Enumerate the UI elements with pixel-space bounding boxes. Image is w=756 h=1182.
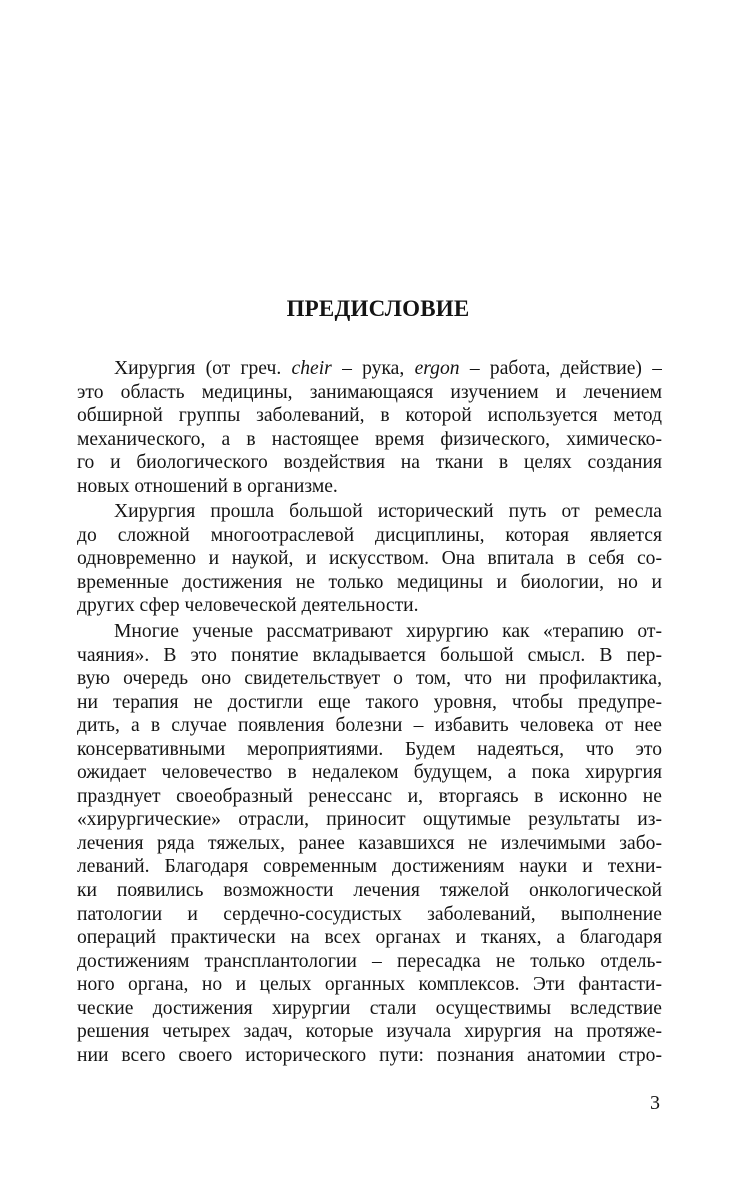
text-line: Хирургия прошла большой исторический путь от ремесла bbox=[114, 501, 662, 523]
text-run: Хирургия (от греч. bbox=[114, 358, 292, 379]
italic-term-ergon: ergon bbox=[414, 358, 460, 379]
text-line: леваний. Благодаря современным достижениям науки и техни- bbox=[77, 856, 662, 878]
text-line: чаяния». В это понятие вкладывается большой смысл. В пер- bbox=[77, 644, 662, 666]
text-line: достижениям трансплантологии – пересадка не только отдель- bbox=[77, 950, 662, 972]
text-line: го и биологического воздействия на ткани в целях создания bbox=[77, 452, 662, 474]
text-line: ожидает человечество в недалеком будущем, а пока хирургия bbox=[77, 762, 662, 784]
text-line: решения четырех задач, которые изучала хирургия на протяже- bbox=[77, 1021, 662, 1043]
text-line: «хирургические» отрасли, приносит ощутимые результаты из- bbox=[77, 809, 662, 831]
text-line: механического, а в настоящее время физического, химическо- bbox=[77, 428, 662, 450]
text-line: это область медицины, занимающаяся изучением и лечением bbox=[77, 381, 662, 403]
body-text bbox=[77, 357, 662, 1067]
paragraph-1 bbox=[77, 357, 662, 498]
chapter-heading: ПРЕДИСЛОВИЕ bbox=[286, 296, 470, 321]
text-line: дить, а в случае появления болезни – избавить человека от нее bbox=[77, 715, 662, 737]
text-line: ного органа, но и целых органных комплексов. Эти фантасти- bbox=[77, 974, 662, 996]
text-line: патологии и сердечно-сосудистых заболеваний, выполнение bbox=[77, 903, 662, 925]
text-line: ческие достижения хирургии стали осуществимы вследствие bbox=[77, 997, 662, 1019]
text-line: других сфер человеческой деятельности. bbox=[77, 595, 419, 617]
italic-term-cheir: cheir bbox=[291, 358, 332, 379]
text-line: ни терапия не достигли еще такого уровня, чтобы предупре- bbox=[77, 691, 662, 713]
page-number: 3 bbox=[650, 1092, 660, 1114]
text-line: операций практически на всех органах и тканях, а благодаря bbox=[77, 927, 662, 949]
text-line: ки появились возможности лечения тяжелой онкологической bbox=[77, 880, 662, 902]
text-line bbox=[77, 357, 662, 381]
text-line: обширной группы заболеваний, в которой используется метод bbox=[77, 405, 662, 427]
text-line: лечения ряда тяжелых, ранее казавшихся не излечимыми забо- bbox=[77, 832, 662, 854]
text-line: до сложной многоотраслевой дисциплины, которая является bbox=[77, 524, 662, 546]
text-line: вую очередь оно свидетельствует о том, что ни профилактика, bbox=[77, 668, 662, 690]
text-line: консервативными мероприятиями. Будем надеяться, что это bbox=[77, 738, 662, 760]
text-run: – рука, bbox=[331, 358, 415, 379]
text-run: – работа, действие) – bbox=[459, 358, 662, 379]
text-line: новых отношений в организме. bbox=[77, 475, 338, 497]
text-line: Многие ученые рассматривают хирургию как «терапию от- bbox=[114, 621, 662, 643]
text-line: празднует своеобразный ренессанс и, вторгаясь в исконно не bbox=[77, 785, 662, 807]
paragraph-3 bbox=[77, 620, 662, 1067]
paragraph-2 bbox=[77, 500, 662, 618]
text-line: одновременно и наукой, и искусством. Она впитала в себя со- bbox=[77, 548, 662, 570]
text-line: нии всего своего исторического пути: познания анатомии стро- bbox=[77, 1044, 662, 1066]
text-line: временные достижения не только медицины и биологии, но и bbox=[77, 571, 662, 593]
